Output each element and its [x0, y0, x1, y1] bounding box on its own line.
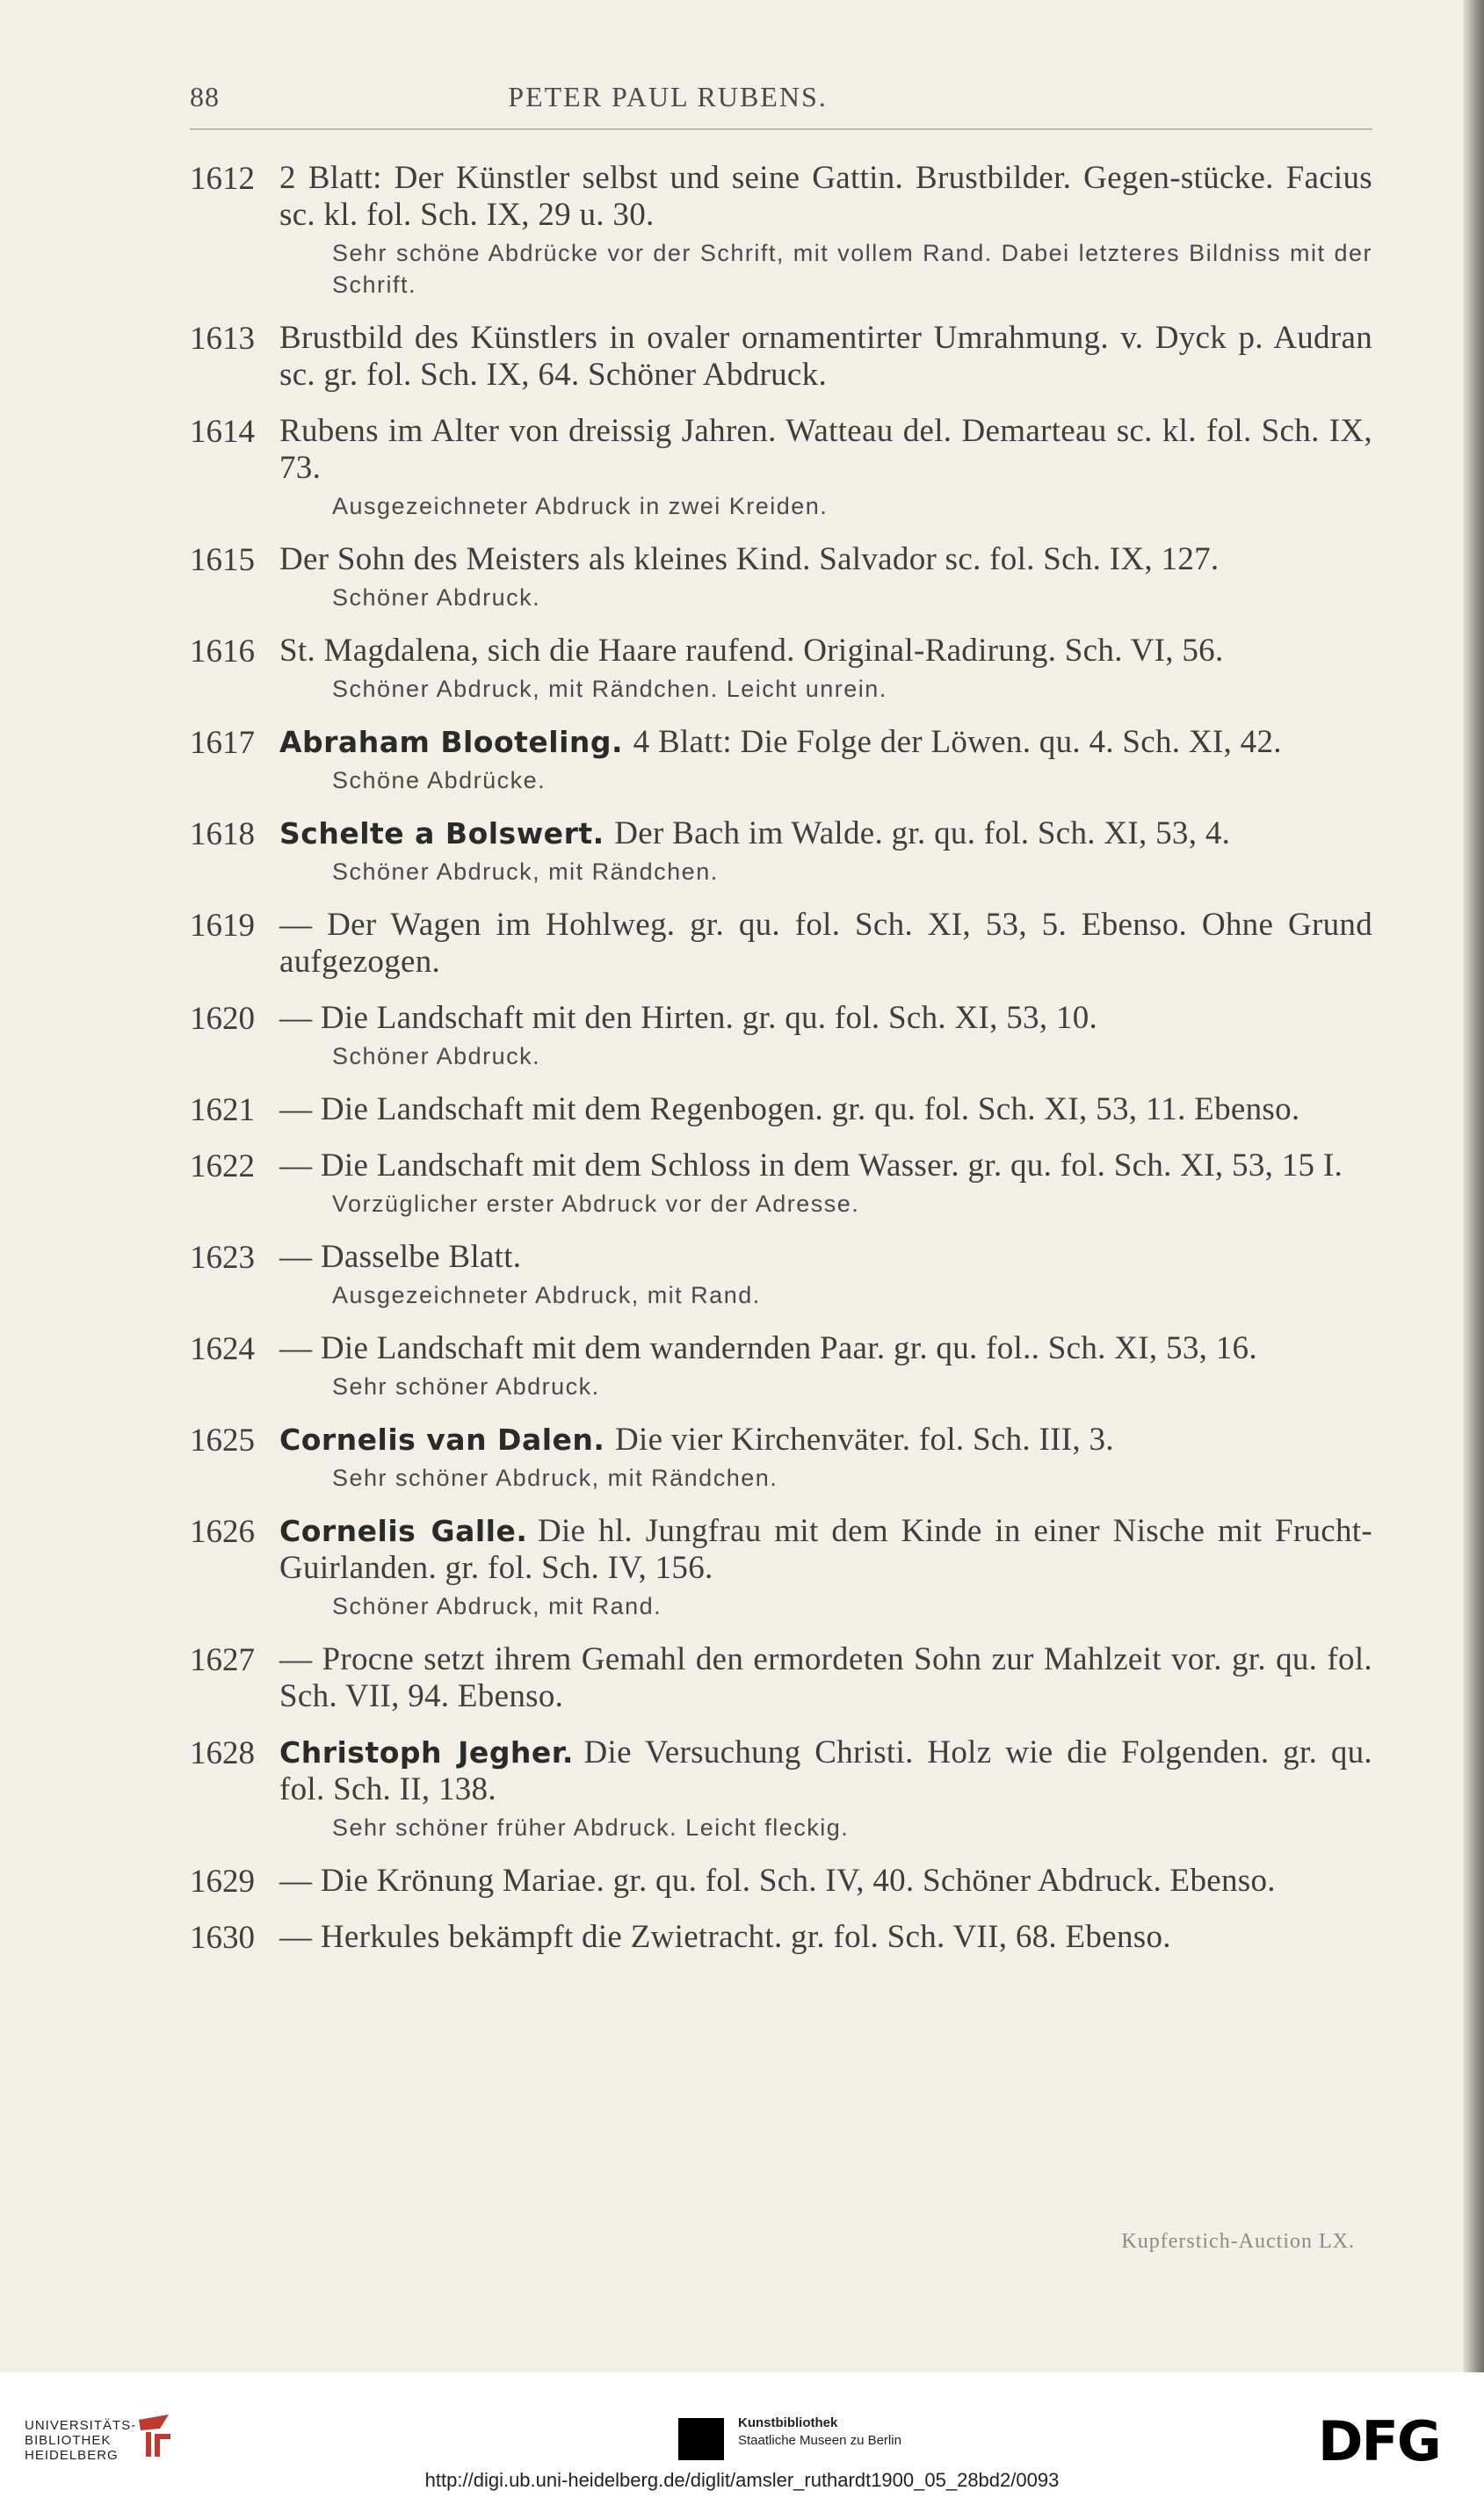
entry-number: 1625 [190, 1423, 255, 1459]
kb-name: Kunstbibliothek [738, 2415, 838, 2430]
entry-number: 1623 [190, 1240, 255, 1276]
book-spine-shadow [1463, 0, 1484, 2372]
catalogue-entry [190, 1000, 1372, 1072]
entry-number: 1616 [190, 634, 255, 670]
entry-description [279, 724, 1372, 761]
entry-text: — Die Landschaft mit dem Schloss in dem Wasser. gr. qu. fol. Sch. XI, 53, 15 I. [279, 1148, 1343, 1184]
entry-description [279, 907, 1372, 981]
catalogue-entry [190, 413, 1372, 522]
entry-number: 1619 [190, 908, 255, 944]
entry-text: — Die Landschaft mit dem Regenbogen. gr. qu. fol. Sch. XI, 53, 11. Ebenso. [279, 1091, 1300, 1127]
university-label-line: HEIDELBERG [25, 2448, 119, 2463]
entry-description [279, 320, 1372, 394]
entry-text: — Der Wagen im Hohlweg. gr. qu. fol. Sch. XI, 53, 5. Ebenso. Ohne Grund aufgezogen. [279, 907, 1372, 980]
entry-description [279, 1239, 1372, 1276]
kb-subtitle: Staatliche Museen zu Berlin [738, 2433, 901, 2448]
entry-number: 1626 [190, 1514, 255, 1550]
page-header [0, 81, 1484, 116]
condition-note: Sehr schöner Abdruck, mit Rändchen. [332, 1465, 778, 1491]
entry-description [279, 160, 1372, 234]
kunstbibliothek-label[interactable] [738, 2415, 901, 2450]
entry-description [279, 1000, 1372, 1037]
dfg-logo[interactable]: DFG [1318, 2409, 1440, 2473]
condition-note: Ausgezeichneter Abdruck, mit Rand. [332, 1282, 761, 1308]
catalogue-entry [190, 1641, 1372, 1715]
entry-text: Brustbild des Künstlers in ovaler ornamentirter Umrahmung. v. Dyck p. Audran sc. gr. fol. Sch. IX, 64. Schöner Abdruck. [279, 320, 1372, 393]
header-rule [190, 128, 1372, 130]
university-label-line: UNIVERSITÄTS- [25, 2418, 137, 2433]
entry-text: Der Bach im Walde. gr. qu. fol. Sch. XI, 53, 4. [614, 815, 1231, 851]
condition-note: Vorzüglicher erster Abdruck vor der Adresse. [332, 1191, 860, 1217]
engraver-name: Christoph Jegher. [279, 1735, 574, 1770]
engraver-name: Cornelis Galle. [279, 1514, 528, 1548]
entry-number: 1613 [190, 321, 255, 357]
condition-note: Schöner Abdruck, mit Rändchen. Leicht unrein. [332, 676, 887, 702]
entry-number: 1620 [190, 1001, 255, 1037]
catalogue-entry [190, 160, 1372, 300]
condition-note: Sehr schöner Abdruck. [332, 1373, 600, 1400]
entry-number: 1615 [190, 542, 255, 578]
entry-text: — Herkules bekämpft die Zwietracht. gr. fol. Sch. VII, 68. Ebenso. [279, 1919, 1171, 1955]
catalogue-entry [190, 633, 1372, 705]
catalogue-entry [190, 1422, 1372, 1494]
entry-text: 4 Blatt: Die Folge der Löwen. qu. 4. Sch. XI, 42. [633, 724, 1282, 760]
university-logo-icon[interactable] [134, 2411, 176, 2460]
entry-text: — Die Krönung Mariae. gr. qu. fol. Sch. IV, 40. Schöner Abdruck. Ebenso. [279, 1863, 1276, 1899]
catalogue-entry [190, 1734, 1372, 1843]
condition-note: Schöner Abdruck, mit Rand. [332, 1593, 662, 1619]
entry-description [279, 541, 1372, 578]
catalogue-entry [190, 1239, 1372, 1311]
catalogue-entry [190, 815, 1372, 887]
catalogue-entry [190, 1919, 1372, 1956]
entry-number: 1630 [190, 1920, 255, 1956]
entry-description [279, 1863, 1372, 1900]
catalogue-entry [190, 1513, 1372, 1622]
entry-number: 1624 [190, 1331, 255, 1367]
entry-description [279, 413, 1372, 487]
condition-note: Schöner Abdruck. [332, 1043, 541, 1069]
entry-number: 1617 [190, 725, 255, 761]
entry-text: Die vier Kirchenväter. fol. Sch. III, 3. [614, 1422, 1114, 1458]
engraver-name: Cornelis van Dalen. [279, 1423, 605, 1457]
catalogue-entry [190, 1330, 1372, 1402]
entry-number: 1629 [190, 1864, 255, 1900]
entry-text: — Die Landschaft mit den Hirten. gr. qu. fol. Sch. XI, 53, 10. [279, 1000, 1098, 1036]
signature-line: Kupferstich-Auction LX. [1121, 2230, 1355, 2253]
catalogue-entry [190, 320, 1372, 394]
entry-text: St. Magdalena, sich die Haare raufend. Original-Radirung. Sch. VI, 56. [279, 633, 1224, 669]
condition-note: Schöne Abdrücke. [332, 767, 547, 793]
entry-description [279, 1091, 1372, 1128]
entry-text: Der Sohn des Meisters als kleines Kind. Salvador sc. fol. Sch. IX, 127. [279, 541, 1220, 577]
catalogue-entries [190, 160, 1372, 1975]
condition-note: Sehr schöner früher Abdruck. Leicht fleckig. [332, 1814, 850, 1841]
entry-text: Rubens im Alter von dreissig Jahren. Watteau del. Demarteau sc. kl. fol. Sch. IX, 73. [279, 413, 1372, 486]
entry-text: — Die Landschaft mit dem wandernden Paar. gr. qu. fol.. Sch. XI, 53, 16. [279, 1330, 1257, 1366]
permalink-url[interactable]: http://digi.ub.uni-heidelberg.de/diglit/amsler_ruthardt1900_05_28bd2/0093 [424, 2469, 1060, 2491]
entry-description [279, 1641, 1372, 1715]
condition-note: Sehr schöne Abdrücke vor der Schrift, mit vollem Rand. Dabei letzteres Bildniss mit der Schrift. [332, 240, 1372, 298]
entry-description [279, 633, 1372, 670]
entry-description [279, 1513, 1372, 1587]
catalogue-entry [190, 541, 1372, 613]
condition-note: Ausgezeichneter Abdruck in zwei Kreiden. [332, 493, 829, 519]
entry-text: Die Versuchung Christi. Holz wie die Folgenden. gr. qu. fol. Sch. II, 138. [279, 1734, 1372, 1807]
university-label-line: BIBLIOTHEK [25, 2433, 112, 2448]
catalogue-entry [190, 724, 1372, 796]
catalogue-entry [190, 1091, 1372, 1128]
condition-note: Schöner Abdruck. [332, 584, 541, 611]
catalogue-entry [190, 1148, 1372, 1220]
engraver-name: Abraham Blooteling. [279, 725, 624, 759]
page-number: 88 [190, 81, 220, 112]
catalogue-entry [190, 1863, 1372, 1900]
engraver-name: Schelte a Bolswert. [279, 816, 604, 851]
entry-number: 1627 [190, 1642, 255, 1678]
entry-description [279, 1734, 1372, 1808]
condition-note: Schöner Abdruck, mit Rändchen. [332, 858, 719, 885]
entry-text: — Procne setzt ihrem Gemahl den ermordeten Sohn zur Mahlzeit vor. gr. qu. fol. Sch. VII, 94. Ebenso. [279, 1641, 1372, 1714]
entry-number: 1618 [190, 816, 255, 852]
entry-number: 1614 [190, 414, 255, 450]
entry-number: 1621 [190, 1092, 255, 1128]
university-library-label[interactable] [25, 2418, 136, 2463]
kunstbibliothek-logo-icon[interactable] [678, 2418, 724, 2460]
entry-description [279, 1148, 1372, 1184]
entry-description [279, 815, 1372, 852]
catalogue-entry [190, 907, 1372, 981]
entry-text: 2 Blatt: Der Künstler selbst und seine Gattin. Brustbilder. Gegen-stücke. Facius sc. kl. fol. Sch. IX, 29 u. 30. [279, 160, 1372, 233]
entry-text: — Dasselbe Blatt. [279, 1239, 522, 1275]
entry-text: Die hl. Jungfrau mit dem Kinde in einer Nische mit Frucht-Guirlanden. gr. fol. Sch. IV, 156. [279, 1513, 1372, 1586]
entry-description [279, 1422, 1372, 1459]
entry-description [279, 1919, 1372, 1956]
entry-number: 1628 [190, 1735, 255, 1771]
entry-number: 1622 [190, 1148, 255, 1184]
entry-description [279, 1330, 1372, 1367]
entry-number: 1612 [190, 161, 255, 197]
running-title: PETER PAUL RUBENS. [508, 81, 828, 112]
